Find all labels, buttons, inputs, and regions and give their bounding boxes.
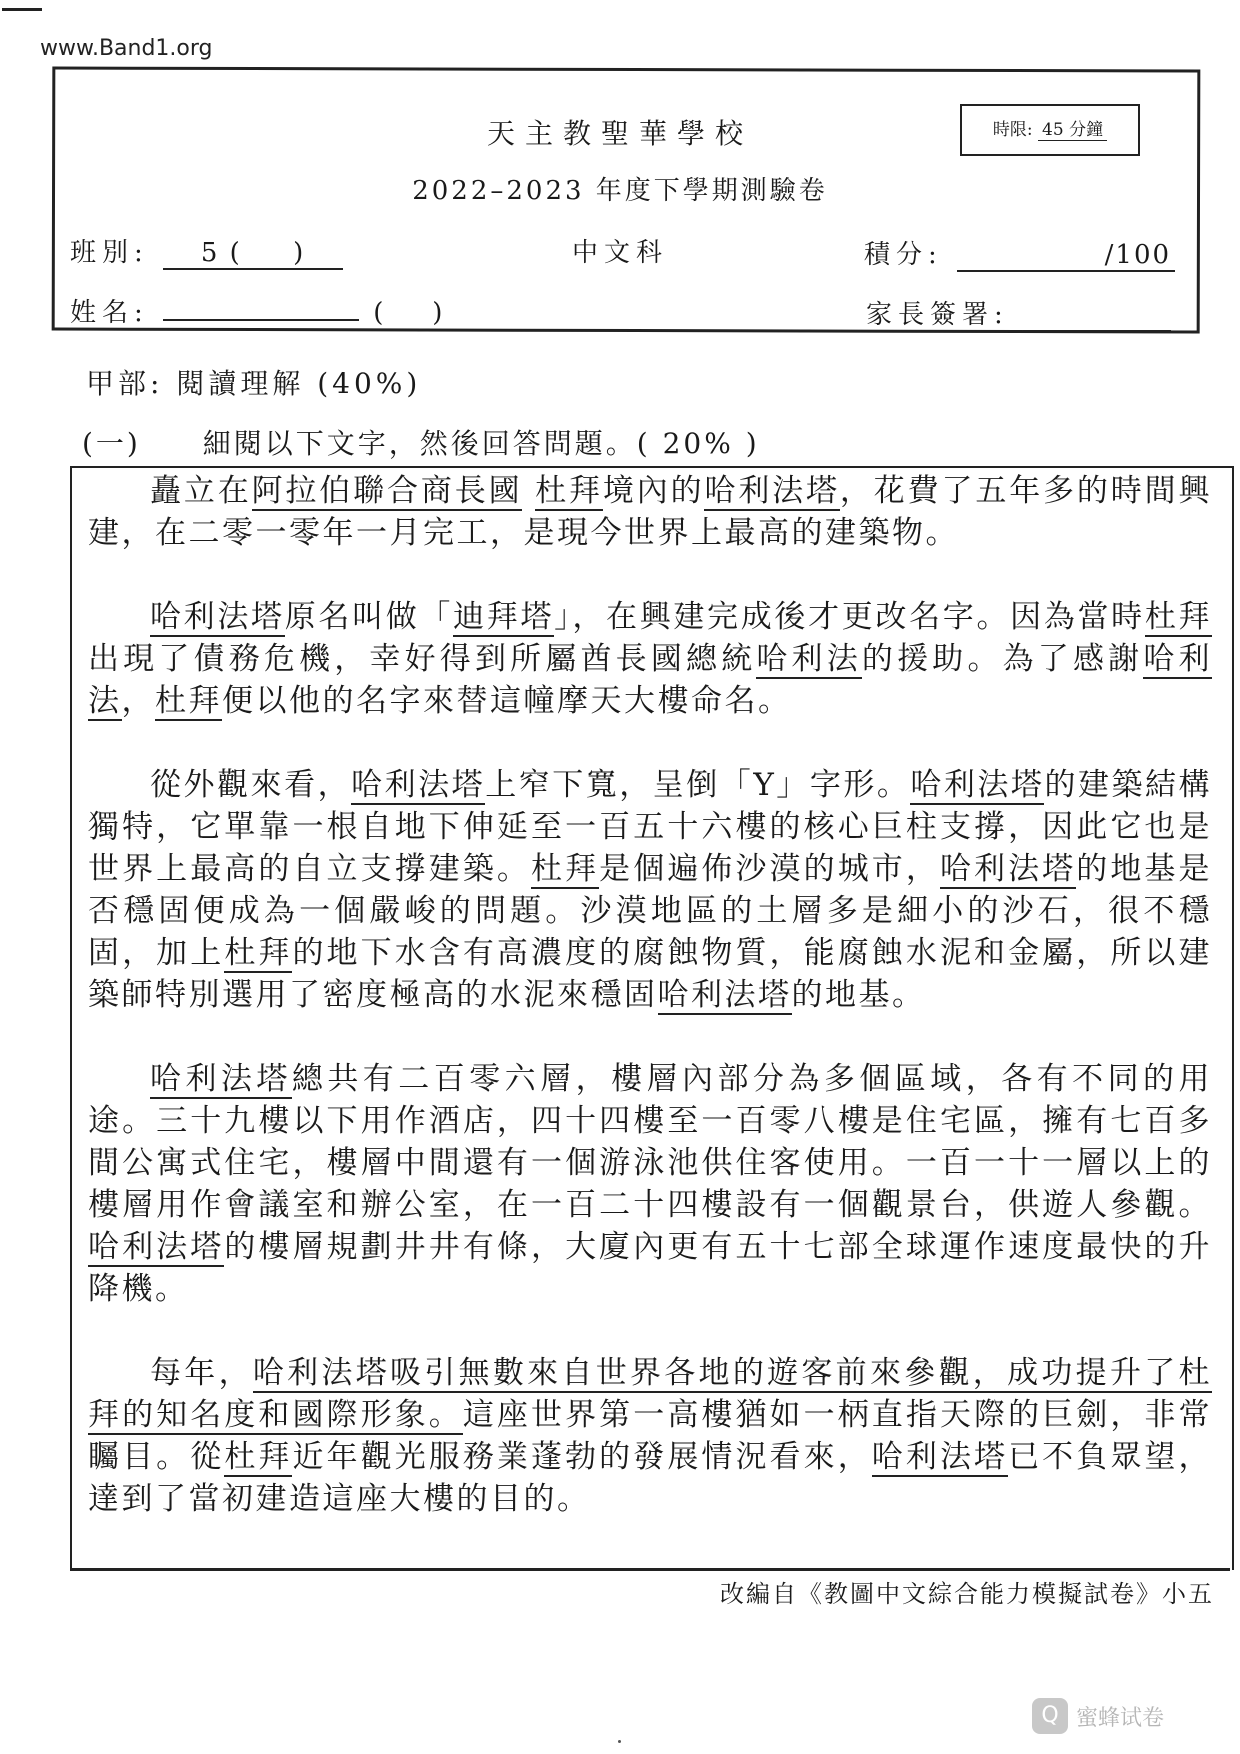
underlined-term: 阿拉伯聯合商長國 xyxy=(251,473,523,509)
watermark xyxy=(1032,1698,1164,1734)
class-value: 5 ( ) xyxy=(163,238,343,270)
passage-frame-bottom xyxy=(70,1568,1230,1571)
parent-sign-line[interactable] xyxy=(1023,300,1171,332)
watermark-logo-icon: Q xyxy=(1032,1698,1068,1734)
name-paren: ( ) xyxy=(373,298,449,328)
passage-segment: 原名叫做「 xyxy=(284,599,454,635)
passage-segment: 的援助。為了感謝 xyxy=(861,641,1144,677)
passage-paragraph xyxy=(88,470,1212,554)
passage-segment: 的地基。 xyxy=(791,977,926,1013)
passage-segment: 這座世界第一高樓猶如一柄直指天際的巨劍，非常矚目。從 xyxy=(88,1397,1212,1475)
passage-paragraph xyxy=(88,596,1212,722)
passage-segment: 總共有二百零六層，樓層內部分為多個區域，各有不同的用途。三十九樓以下用作酒店，四十四樓至一百零八樓是住宅區，擁有七百多間公寓式住宅，樓層中間還有一個游泳池供住客使用。一百一十一層以上的樓層用作會議室和辦公室，在一百二十四樓設有一個觀景台，供遊人參觀。 xyxy=(88,1061,1213,1223)
score-field xyxy=(864,234,1175,272)
underlined-term: 杜拜 xyxy=(1144,599,1213,635)
school-name: 天主教聖華學校 xyxy=(486,117,753,150)
score-value: /100 xyxy=(957,240,1175,272)
name-field xyxy=(70,292,448,329)
underlined-term: 哈利法塔 xyxy=(88,1229,225,1265)
underlined-term: 哈利法塔吸引無數來自世界各地的遊客前來參觀，成功提升了 xyxy=(252,1355,1179,1391)
score-label: 積分: xyxy=(864,240,943,270)
passage-segment: 的樓層規劃井井有條，大廈內更有五十七部全球運作速度最快的升降機。 xyxy=(88,1229,1212,1307)
underlined-term: 迪拜塔 xyxy=(453,599,555,635)
site-url: www.Band1.org xyxy=(40,36,213,61)
underlined-term: 的知名度和國際形象。 xyxy=(122,1397,463,1433)
underlined-term: 哈利法塔 xyxy=(704,473,840,509)
underlined-term: 哈利法 xyxy=(88,641,1213,719)
passage-segment: 的地下水含有高濃度的腐蝕物質，能腐蝕水泥和金屬，所以建築師特別選用了密度極高的水泥來穩固 xyxy=(88,935,1212,1013)
scan-dot xyxy=(618,1740,621,1743)
passage-segment: 已不負眾望，達到了當初建造這座大樓的目的。 xyxy=(88,1439,1212,1517)
underlined-term: 哈利法塔 xyxy=(351,767,486,803)
underlined-term: 杜拜 xyxy=(531,851,600,887)
underlined-term: 哈利法塔 xyxy=(657,977,792,1013)
underlined-term: 哈利法塔 xyxy=(910,767,1045,803)
passage-segment: 的建築結構獨特，它單靠一根自地下伸延至一百五十六樓的核心巨柱支撐，因此它也是世界上最高的自立支撐建築。 xyxy=(88,767,1213,887)
parent-sign-label: 家長簽署: xyxy=(866,300,1009,330)
underlined-term: 哈利法塔 xyxy=(150,599,285,635)
exam-term: 2022–2023 年度下學期測驗卷 xyxy=(412,176,828,206)
corner-mark xyxy=(2,8,42,11)
class-field xyxy=(70,232,343,270)
question-instruction: 細閱以下文字，然後回答問題。( 20% ) xyxy=(202,427,760,460)
time-limit-label: 時限: xyxy=(992,120,1033,140)
passage-segment: ， xyxy=(121,683,155,719)
underlined-term: 杜拜 xyxy=(155,683,222,719)
passage-text xyxy=(88,470,1212,1520)
time-limit-value: 45 分鐘 xyxy=(1038,120,1107,141)
passage-segment: 近年觀光服務業蓬勃的發展情況看來， xyxy=(292,1439,872,1475)
passage-segment: 從外觀來看， xyxy=(150,767,352,803)
underlined-term: 杜拜 xyxy=(535,473,603,509)
subject: 中文科 xyxy=(572,238,669,268)
underlined-term: 哈利法塔 xyxy=(150,1061,292,1097)
passage-segment xyxy=(522,473,535,509)
passage-segment: 上窄下寬，呈倒「Y」字形。 xyxy=(485,767,911,803)
passage-segment: 出現了債務危機，幸好得到所屬酋長國總統 xyxy=(88,641,757,677)
passage-segment: ，花費了五年多的時間興建，在二零一零年一月完工，是現今世界上最高的建築物。 xyxy=(88,473,1212,551)
parent-sign-field xyxy=(866,294,1171,332)
question-title xyxy=(82,422,760,462)
passage-segment: 便以他的名字來替這幢摩天大樓命名。 xyxy=(222,683,792,719)
underlined-term: 哈利法塔 xyxy=(871,1439,1009,1475)
underlined-term: 哈利法塔 xyxy=(939,851,1077,887)
passage-paragraph xyxy=(88,1058,1212,1310)
underlined-term: 杜拜 xyxy=(224,935,293,971)
name-label: 姓名: xyxy=(70,298,149,328)
underlined-term: 杜拜 xyxy=(224,1439,293,1475)
name-line[interactable] xyxy=(163,319,359,321)
question-number: (一) xyxy=(82,427,141,460)
class-label: 班別: xyxy=(70,238,149,268)
passage-segment: 」，在興建完成後才更改名字。因為當時 xyxy=(554,599,1145,635)
time-limit-box xyxy=(960,104,1140,156)
passage-paragraph xyxy=(88,1352,1212,1520)
passage-paragraph xyxy=(88,764,1212,1016)
passage-source: 改編自《教圖中文綜合能力模擬試卷》小五 xyxy=(720,1580,1214,1608)
part-title: 甲部: 閱讀理解 (40%) xyxy=(86,367,422,400)
passage-segment: 是個遍佈沙漠的城市， xyxy=(599,851,940,887)
passage-segment: 每年， xyxy=(150,1355,253,1391)
underlined-term: 杜拜 xyxy=(88,1355,1213,1433)
underlined-term: 哈利法 xyxy=(756,641,862,677)
passage-segment: 的地基是否穩固便成為一個嚴峻的問題。沙漠地區的土層多是細小的沙石，很不穩固，加上 xyxy=(88,851,1212,971)
watermark-text: 蜜蜂试卷 xyxy=(1076,1705,1165,1731)
passage-segment: 境內的 xyxy=(602,473,705,509)
passage-segment: 矗立在 xyxy=(150,473,252,509)
